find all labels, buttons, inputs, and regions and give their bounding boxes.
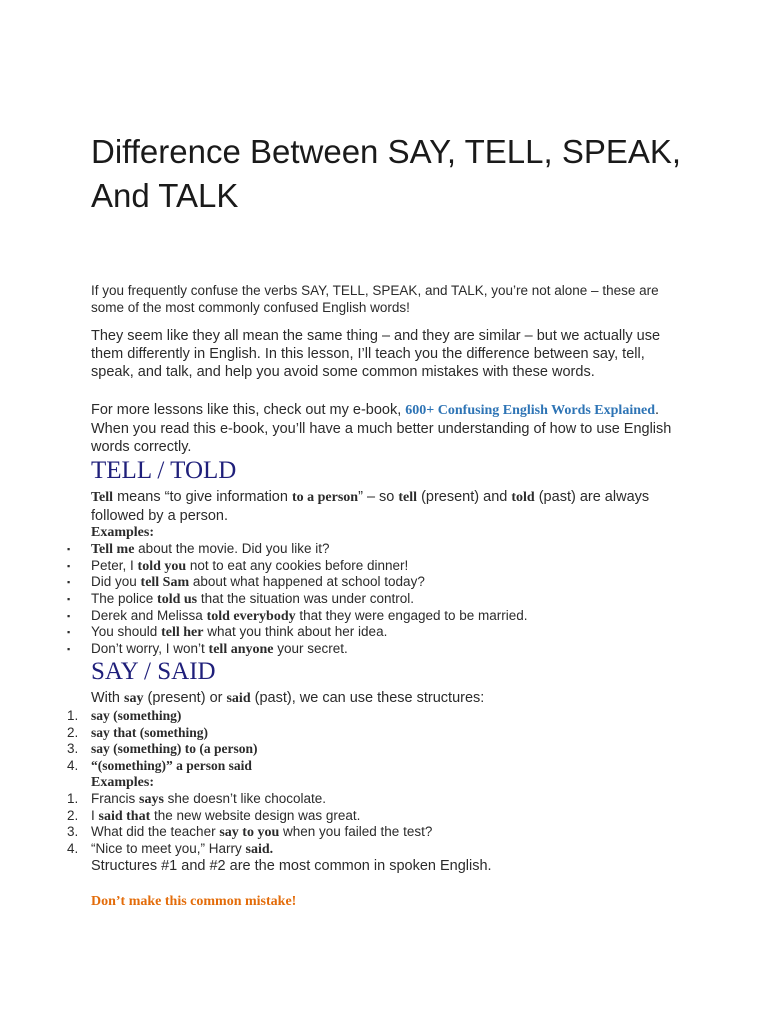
example-bold: told us xyxy=(157,592,198,608)
tell-examples-label: Examples: xyxy=(91,525,154,540)
example-text: Derek and Melissa xyxy=(91,607,207,623)
tell-def-text-4: (past) are always followed by a person. xyxy=(91,489,650,524)
example-bold: says xyxy=(139,792,164,807)
example-bold: tell her xyxy=(161,625,204,641)
example-bold: said that xyxy=(98,808,151,824)
example-bold: say to you xyxy=(219,825,280,841)
tell-def-text-2: ” – so xyxy=(358,489,399,505)
list-item xyxy=(0,841,700,858)
tell-def-text-3: (present) and xyxy=(417,489,512,505)
say-intro-word-2: said xyxy=(226,691,251,706)
intro-3-text-before: For more lessons like this, check out my e-book, xyxy=(91,402,406,418)
example-bold: tell anyone xyxy=(208,642,274,658)
example-text: when you failed the test? xyxy=(279,824,433,840)
tell-def-word-3: tell xyxy=(398,490,418,505)
bullet-marker: ▪ xyxy=(67,610,71,621)
say-heading: SAY / SAID xyxy=(91,658,216,685)
structures-note: Structures #1 and #2 are the most common in spoken English. xyxy=(91,858,492,874)
intro-paragraph-2: They seem like they all mean the same thing – and they are similar – but we actually use them differently in English. In this lesson, I’ll teach you the difference between say, tell, speak, and talk, and help you avoid some common mistakes with these words. xyxy=(91,328,661,380)
bullet-marker: ▪ xyxy=(67,627,71,638)
tell-def-text-1: means “to give information xyxy=(113,489,292,505)
example-text: What did the teacher xyxy=(91,824,220,840)
bullet-marker: ▪ xyxy=(67,560,71,571)
intro-paragraph-1: If you frequently confuse the verbs SAY, TELL, SPEAK, and TALK, you’re not alone – these are some of the most commonly confused English words! xyxy=(91,283,659,315)
example-bold: Tell me xyxy=(91,542,135,557)
list-item xyxy=(0,725,700,742)
say-intro-text-1: With xyxy=(91,690,125,706)
example-bold: said. xyxy=(245,842,274,858)
list-item xyxy=(0,824,700,841)
list-number: 1. xyxy=(67,708,79,723)
example-text: about the movie. Did you like it? xyxy=(134,541,330,556)
example-text: Did you xyxy=(91,574,141,590)
list-item xyxy=(0,758,700,775)
page-title: Difference Between SAY, TELL, SPEAK, And TALK xyxy=(91,133,682,214)
say-intro-text-2: (present) or xyxy=(143,690,227,706)
list-item xyxy=(0,541,700,558)
example-text: Peter, I xyxy=(91,557,138,573)
tell-examples-list xyxy=(0,541,700,658)
say-examples-label: Examples: xyxy=(91,775,154,790)
intro-paragraph-3 xyxy=(91,401,691,456)
tell-heading: TELL / TOLD xyxy=(91,457,237,484)
bullet-marker: ▪ xyxy=(67,644,71,655)
intro-3-text-after: . When you read this e-book, you’ll have a much better understanding of how to use English words correctly. xyxy=(91,402,672,455)
say-intro xyxy=(91,689,691,708)
mistake-heading: Don’t make this common mistake! xyxy=(91,894,297,909)
list-number: 2. xyxy=(67,807,79,823)
structure-text: say (something) xyxy=(91,708,182,723)
list-item xyxy=(0,558,700,575)
list-item xyxy=(0,808,700,825)
tell-def-word-1: Tell xyxy=(91,490,114,505)
list-number: 2. xyxy=(67,724,79,740)
say-intro-text-3: (past), we can use these structures: xyxy=(250,690,485,706)
example-text: “Nice to meet you,” Harry xyxy=(91,841,246,857)
structure-text: say (something) to (a person) xyxy=(91,741,258,757)
tell-definition xyxy=(91,488,691,525)
example-text: your secret. xyxy=(273,641,348,657)
example-text: that the situation was under control. xyxy=(197,591,415,607)
structure-text: say that (something) xyxy=(91,724,208,740)
bullet-marker: ▪ xyxy=(67,577,71,588)
list-number: 3. xyxy=(67,824,79,840)
example-text: Don’t worry, I won’t xyxy=(91,641,209,657)
example-bold: told everybody xyxy=(206,608,296,624)
example-text: what you think about her idea. xyxy=(203,624,388,640)
list-item xyxy=(0,624,700,641)
structure-text: “(something)” a person said xyxy=(91,758,252,774)
bullet-marker: ▪ xyxy=(67,594,71,605)
list-number: 1. xyxy=(67,791,79,806)
list-item xyxy=(0,641,700,658)
example-bold: told you xyxy=(137,558,187,574)
example-text: the new website design was great. xyxy=(150,807,361,823)
ebook-link[interactable]: 600+ Confusing English Words Explained xyxy=(405,403,655,418)
list-item xyxy=(0,591,700,608)
say-structures-list xyxy=(0,708,700,775)
tell-def-word-2: to a person xyxy=(291,490,359,505)
list-number: 4. xyxy=(67,841,79,857)
list-item xyxy=(0,791,700,808)
example-text: not to eat any cookies before dinner! xyxy=(186,557,409,573)
list-item xyxy=(0,574,700,591)
bullet-marker: ▪ xyxy=(67,544,71,554)
list-item xyxy=(0,708,700,725)
example-text: You should xyxy=(91,624,162,640)
example-text: that they were engaged to be married. xyxy=(295,607,528,623)
tell-def-word-4: told xyxy=(511,490,535,505)
example-text: Francis xyxy=(91,791,140,806)
say-examples-list xyxy=(0,791,700,858)
list-number: 3. xyxy=(67,741,79,757)
example-text: The police xyxy=(91,591,158,607)
example-bold: tell Sam xyxy=(140,575,190,591)
list-number: 4. xyxy=(67,758,79,774)
say-intro-word-1: say xyxy=(124,691,144,706)
list-item xyxy=(0,741,700,758)
list-item xyxy=(0,608,700,625)
example-text: about what happened at school today? xyxy=(189,574,425,590)
example-text: she doesn’t like chocolate. xyxy=(163,791,327,806)
example-text: I xyxy=(91,807,99,823)
